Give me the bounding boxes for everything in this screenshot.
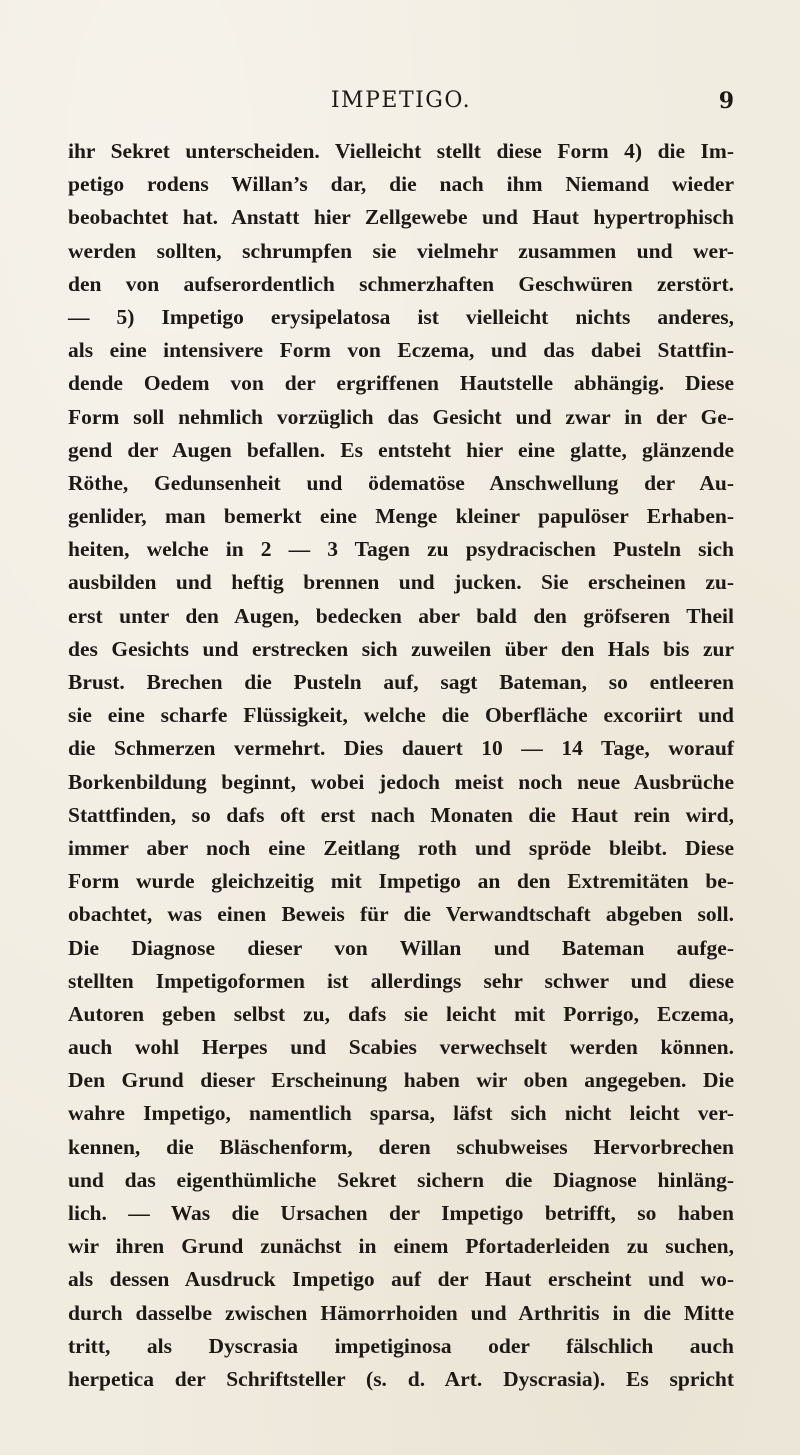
text-line: lich. — Was die Ursachen der Impetigo betrifft, so haben (68, 1201, 734, 1225)
text-line: wir ihren Grund zunächst in einem Pfortaderleiden zu suchen, (68, 1234, 734, 1259)
text-line: kennen, die Bläschenform, deren schubweises Hervorbrechen (68, 1134, 734, 1159)
text-line: ihr Sekret unterscheiden. Vielleicht stellt diese Form 4) die Im- (68, 139, 734, 163)
text-line: beobachtet hat. Anstatt hier Zellgewebe und Haut hypertrophisch (68, 205, 734, 230)
text-line: gend der Augen befallen. Es entsteht hier eine glatte, glänzende (68, 437, 734, 462)
text-line: herpetica der Schriftsteller (s. d. Art. Dyscrasia). Es spricht (68, 1366, 734, 1391)
text-line: durch dasselbe zwischen Hämorrhoiden und Arthritis in die Mitte (68, 1300, 734, 1325)
text-line: als dessen Ausdruck Impetigo auf der Haut erscheint und wo- (68, 1267, 734, 1292)
text-line: dende Oedem von der ergriffenen Hautstelle abhängig. Diese (68, 371, 734, 396)
text-line: Stattfinden, so dafs oft erst nach Monaten die Haut rein wird, (68, 802, 734, 827)
text-line: Borkenbildung beginnt, wobei jedoch meist noch neue Ausbrüche (68, 769, 734, 794)
text-line: Röthe, Gedunsenheit und ödematöse Anschwellung der Au- (68, 470, 734, 495)
text-line: ausbilden und heftig brennen und jucken. Sie erscheinen zu- (68, 570, 734, 595)
text-line: tritt, als Dyscrasia impetiginosa oder fälschlich auch (68, 1333, 734, 1358)
body-text (68, 135, 734, 1396)
text-line: den von aufserordentlich schmerzhaften Geschwüren zerstört. (68, 271, 734, 296)
text-line: werden sollten, schrumpfen sie vielmehr zusammen und wer- (68, 238, 734, 263)
text-line: wahre Impetigo, namentlich sparsa, läfst sich nicht leicht ver- (68, 1101, 734, 1126)
text-line: Brust. Brechen die Pusteln auf, sagt Bateman, so entleeren (68, 670, 734, 694)
text-line: Form soll nehmlich vorzüglich das Gesicht und zwar in der Ge- (68, 404, 734, 429)
text-line: die Schmerzen vermehrt. Dies dauert 10 — 14 Tage, worauf (68, 736, 734, 761)
text-line: Form wurde gleichzeitig mit Impetigo an den Extremitäten be- (68, 869, 734, 894)
text-line: sie eine scharfe Flüssigkeit, welche die Oberfläche excoriirt und (68, 703, 734, 728)
text-line: auch wohl Herpes und Scabies verwechselt werden können. (68, 1035, 734, 1060)
text-line: Autoren geben selbst zu, dafs sie leicht mit Porrigo, Eczema, (68, 1001, 734, 1026)
running-title: IMPETIGO. (330, 88, 472, 113)
text-line: obachtet, was einen Beweis für die Verwandtschaft abgeben soll. (68, 902, 734, 927)
text-line: Die Diagnose dieser von Willan und Bateman aufge- (68, 935, 734, 960)
text-line: genlider, man bemerkt eine Menge kleiner papulöser Erhaben- (68, 504, 734, 529)
text-line: als eine intensivere Form von Eczema, und das dabei Stattfin- (68, 338, 734, 363)
text-line: des Gesichts und erstrecken sich zuweilen über den Hals bis zur (68, 636, 734, 661)
text-line: erst unter den Augen, bedecken aber bald den gröfseren Theil (68, 603, 734, 628)
text-line: stellten Impetigoformen ist allerdings sehr schwer und diese (68, 968, 734, 993)
page-header (68, 88, 734, 122)
text-line: und das eigenthümliche Sekret sichern die Diagnose hinläng- (68, 1167, 734, 1192)
page-number: 9 (718, 88, 734, 114)
text-line: — 5) Impetigo erysipelatosa ist vielleicht nichts anderes, (68, 304, 734, 329)
text-line: heiten, welche in 2 — 3 Tagen zu psydracischen Pusteln sich (68, 537, 734, 562)
text-line: Den Grund dieser Erscheinung haben wir oben angegeben. Die (68, 1068, 734, 1093)
text-line: immer aber noch eine Zeitlang roth und spröde bleibt. Diese (68, 835, 734, 860)
text-line: petigo rodens Willan’s dar, die nach ihm Niemand wieder (68, 172, 734, 197)
